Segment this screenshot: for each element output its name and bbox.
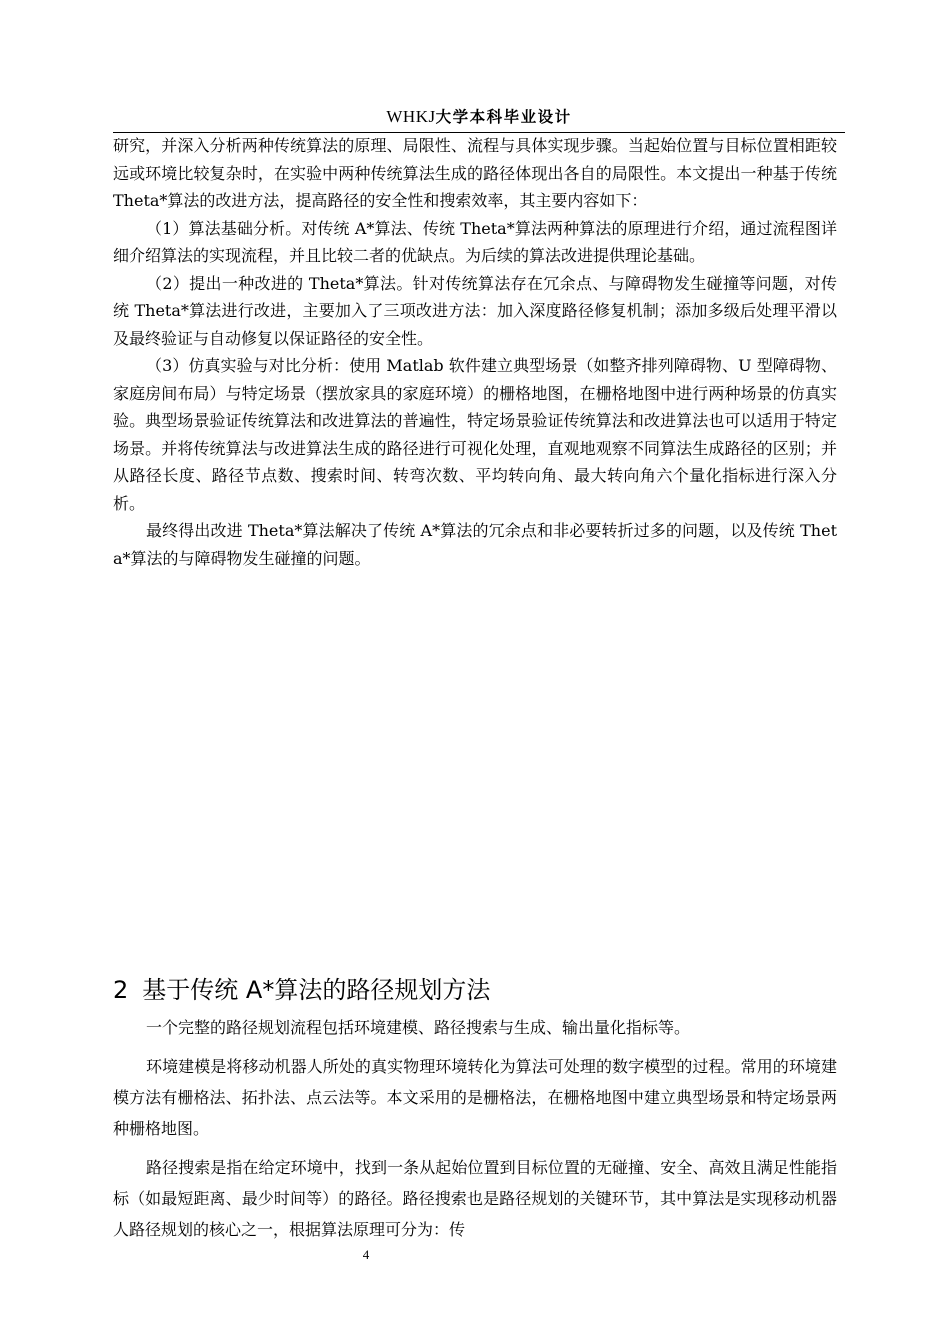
page-header — [113, 102, 845, 133]
section-number: 2 — [113, 976, 129, 1004]
paragraph-item-2: （2）提出一种改进的 Theta*算法。针对传统算法存在冗余点、与障碍物发生碰撞等问题，对传统 Theta*算法进行改进，主要加入了三项改进方法：加入深度路径修复机制；添加多级后处理平滑以及最终验证与自动修复以保证路径的安全性。 — [113, 273, 837, 348]
header-title: 大学本科毕业设计 — [435, 108, 572, 126]
section-body — [113, 1012, 837, 1245]
header-code: WHKJ — [386, 107, 436, 126]
section-paragraph-3: 路径搜索是指在给定环境中，找到一条从起始位置到目标位置的无碰撞、安全、高效且满足性能指标（如最短距离、最少时间等）的路径。路径搜索也是路径规划的关键环节，其中算法是实现移动机器人路径规划的核心之一，根据算法原理可分为：传 — [113, 1158, 837, 1239]
paragraph-item-1: （1）算法基础分析。对传统 A*算法、传统 Theta*算法两种算法的原理进行介绍，通过流程图详细介绍算法的实现流程，并且比较二者的优缺点。为后续的算法改进提供理论基础。 — [113, 218, 837, 265]
paragraph-item-3: （3）仿真实验与对比分析：使用 Matlab 软件建立典型场景（如整齐排列障碍物、U 型障碍物、家庭房间布局）与特定场景（摆放家具的家庭环境）的栅格地图，在栅格地图中进行两种场景的仿真实验。典型场景验证传统算法和改进算法的普遍性，特定场景验证传统算法和改进算法也可以适用于特定场景。并将传统算法与改进算法生成的路径进行可视化处理，直观地观察不同算法生成路径的区别；并从路径长度、路径节点数、搜索时间、转弯次数、平均转向角、最大转向角六个量化指标进行深入分析。 — [113, 356, 837, 513]
section-heading — [113, 970, 837, 1010]
page-number: 4 — [362, 1247, 370, 1262]
body-text — [113, 132, 837, 572]
paragraph-conclusion: 最终得出改进 Theta*算法解决了传统 A*算法的冗余点和非必要转折过多的问题，以及传统 Theta*算法的与障碍物发生碰撞的问题。 — [113, 521, 837, 568]
paragraph-continued: 研究，并深入分析两种传统算法的原理、局限性、流程与具体实现步骤。当起始位置与目标位置相距较远或环境比较复杂时，在实验中两种传统算法生成的路径体现出各自的局限性。本文提出一种基于传统 Theta*算法的改进方法，提高路径的安全性和搜索效率，其主要内容如下： — [113, 136, 837, 210]
section-paragraph-2: 环境建模是将移动机器人所处的真实物理环境转化为算法可处理的数字模型的过程。常用的环境建模方法有栅格法、拓扑法、点云法等。本文采用的是栅格法，在栅格地图中建立典型场景和特定场景两种栅格地图。 — [113, 1057, 837, 1138]
section-paragraph-1: 一个完整的路径规划流程包括环境建模、路径搜索与生成、输出量化指标等。 — [146, 1018, 691, 1037]
section-title: 基于传统 A*算法的路径规划方法 — [142, 976, 491, 1004]
